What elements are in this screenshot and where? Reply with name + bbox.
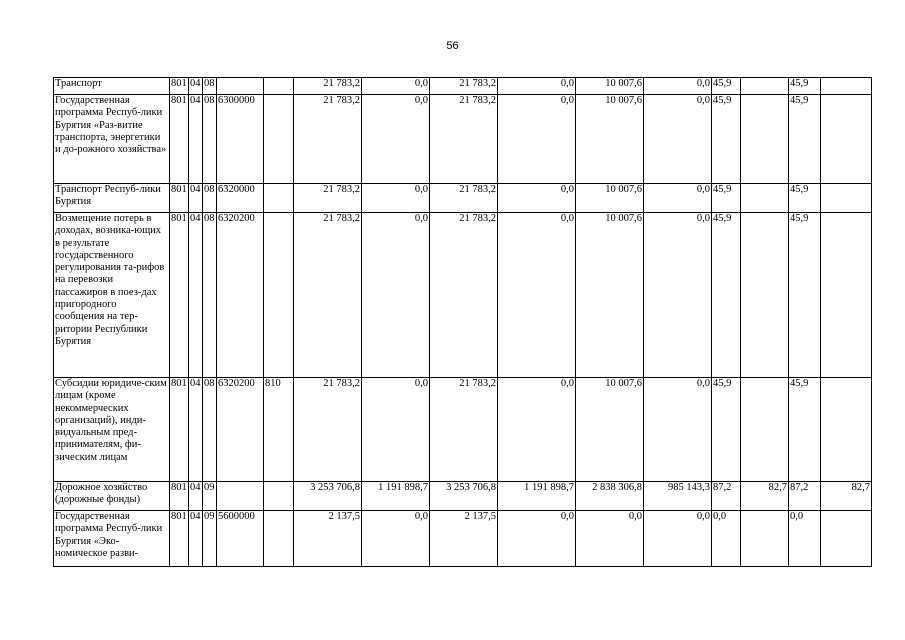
table-row xyxy=(54,482,872,511)
cell-v3: 21 783,2 xyxy=(430,213,498,378)
cell-p3: 45,9 xyxy=(789,95,821,184)
cell-c4: 6320200 xyxy=(217,378,264,482)
cell-v1: 21 783,2 xyxy=(294,213,362,378)
cell-v2: 0,0 xyxy=(362,511,430,567)
cell-c1: 801 xyxy=(170,213,189,378)
cell-p1: 87,2 xyxy=(712,482,741,511)
cell-p2 xyxy=(741,78,789,95)
cell-v4: 1 191 898,7 xyxy=(498,482,576,511)
cell-c5 xyxy=(264,184,294,213)
cell-c3: 08 xyxy=(203,95,217,184)
cell-p1: 45,9 xyxy=(712,78,741,95)
cell-p2 xyxy=(741,213,789,378)
cell-name: Возмещение потерь в доходах, возника-ющих в результате государственного регулирования та-рифов на перевозки пассажиров в поез-дах пригородного сообщения на тер-ритории Республики Бурятия xyxy=(54,213,170,378)
cell-v5: 10 007,6 xyxy=(576,95,644,184)
cell-c3: 09 xyxy=(203,511,217,567)
cell-p3: 45,9 xyxy=(789,213,821,378)
cell-p2: 82,7 xyxy=(741,482,789,511)
cell-v3: 21 783,2 xyxy=(430,78,498,95)
cell-c5 xyxy=(264,511,294,567)
cell-p3: 87,2 xyxy=(789,482,821,511)
cell-c2: 04 xyxy=(189,78,203,95)
cell-p4 xyxy=(821,184,872,213)
cell-v5: 2 838 306,8 xyxy=(576,482,644,511)
cell-p2 xyxy=(741,511,789,567)
cell-c4: 6320000 xyxy=(217,184,264,213)
page-number: 56 xyxy=(446,40,459,52)
cell-c4: 5600000 xyxy=(217,511,264,567)
cell-v3: 21 783,2 xyxy=(430,95,498,184)
cell-v3: 2 137,5 xyxy=(430,511,498,567)
table-row xyxy=(54,378,872,482)
cell-c3: 08 xyxy=(203,184,217,213)
cell-p4: 82,7 xyxy=(821,482,872,511)
cell-c5 xyxy=(264,482,294,511)
cell-p1: 45,9 xyxy=(712,378,741,482)
cell-v3: 3 253 706,8 xyxy=(430,482,498,511)
cell-v6: 0,0 xyxy=(644,511,712,567)
cell-c1: 801 xyxy=(170,482,189,511)
cell-c5: 810 xyxy=(264,378,294,482)
cell-v6: 985 143,3 xyxy=(644,482,712,511)
cell-c1: 801 xyxy=(170,78,189,95)
cell-name: Государственная программа Респуб-лики Бурятия «Раз-витие транспорта, энергетики и до-рожного хозяйства» xyxy=(54,95,170,184)
cell-name: Транспорт xyxy=(54,78,170,95)
cell-v3: 21 783,2 xyxy=(430,378,498,482)
cell-v2: 0,0 xyxy=(362,184,430,213)
cell-p2 xyxy=(741,184,789,213)
cell-v1: 21 783,2 xyxy=(294,184,362,213)
cell-p1: 0,0 xyxy=(712,511,741,567)
cell-p2 xyxy=(741,378,789,482)
cell-v1: 3 253 706,8 xyxy=(294,482,362,511)
cell-v5: 10 007,6 xyxy=(576,378,644,482)
cell-v6: 0,0 xyxy=(644,378,712,482)
cell-name: Дорожное хозяйство (дорожные фонды) xyxy=(54,482,170,511)
cell-c3: 09 xyxy=(203,482,217,511)
cell-name: Транспорт Респуб-лики Бурятия xyxy=(54,184,170,213)
cell-c1: 801 xyxy=(170,378,189,482)
cell-v4: 0,0 xyxy=(498,511,576,567)
cell-c2: 04 xyxy=(189,184,203,213)
cell-v6: 0,0 xyxy=(644,78,712,95)
cell-p1: 45,9 xyxy=(712,95,741,184)
cell-v4: 0,0 xyxy=(498,95,576,184)
cell-v4: 0,0 xyxy=(498,78,576,95)
cell-c2: 04 xyxy=(189,213,203,378)
cell-v6: 0,0 xyxy=(644,184,712,213)
cell-p1: 45,9 xyxy=(712,184,741,213)
table-row xyxy=(54,213,872,378)
cell-v5: 10 007,6 xyxy=(576,213,644,378)
cell-p3: 45,9 xyxy=(789,78,821,95)
cell-c4 xyxy=(217,78,264,95)
cell-name: Государственная программа Респуб-лики Бурятия «Эко-номическое разви- xyxy=(54,511,170,567)
cell-c2: 04 xyxy=(189,511,203,567)
cell-p3: 45,9 xyxy=(789,378,821,482)
cell-c4: 6320200 xyxy=(217,213,264,378)
cell-v4: 0,0 xyxy=(498,378,576,482)
cell-p4 xyxy=(821,378,872,482)
cell-v2: 0,0 xyxy=(362,95,430,184)
cell-v5: 10 007,6 xyxy=(576,78,644,95)
cell-c5 xyxy=(264,95,294,184)
cell-v1: 21 783,2 xyxy=(294,95,362,184)
cell-p4 xyxy=(821,213,872,378)
budget-table xyxy=(53,77,872,567)
cell-v6: 0,0 xyxy=(644,95,712,184)
cell-v5: 10 007,6 xyxy=(576,184,644,213)
cell-c2: 04 xyxy=(189,95,203,184)
cell-p3: 45,9 xyxy=(789,184,821,213)
table-row xyxy=(54,184,872,213)
cell-p4 xyxy=(821,78,872,95)
table-row xyxy=(54,95,872,184)
cell-v4: 0,0 xyxy=(498,184,576,213)
cell-v1: 21 783,2 xyxy=(294,378,362,482)
cell-v1: 21 783,2 xyxy=(294,78,362,95)
cell-v2: 0,0 xyxy=(362,378,430,482)
cell-v6: 0,0 xyxy=(644,213,712,378)
cell-c2: 04 xyxy=(189,378,203,482)
cell-c3: 08 xyxy=(203,213,217,378)
cell-p4 xyxy=(821,511,872,567)
cell-p3: 0,0 xyxy=(789,511,821,567)
table-row xyxy=(54,511,872,567)
cell-v2: 1 191 898,7 xyxy=(362,482,430,511)
cell-c3: 08 xyxy=(203,78,217,95)
table-row xyxy=(54,78,872,95)
cell-v5: 0,0 xyxy=(576,511,644,567)
cell-v1: 2 137,5 xyxy=(294,511,362,567)
cell-name: Субсидии юридиче-ским лицам (кроме некоммерческих организаций), инди-видуальным пред-принимателям, фи-зическим лицам xyxy=(54,378,170,482)
cell-v2: 0,0 xyxy=(362,213,430,378)
cell-c1: 801 xyxy=(170,184,189,213)
cell-v3: 21 783,2 xyxy=(430,184,498,213)
cell-c3: 08 xyxy=(203,378,217,482)
cell-c5 xyxy=(264,213,294,378)
cell-v4: 0,0 xyxy=(498,213,576,378)
cell-c1: 801 xyxy=(170,95,189,184)
cell-c4 xyxy=(217,482,264,511)
cell-c2: 04 xyxy=(189,482,203,511)
cell-c4: 6300000 xyxy=(217,95,264,184)
cell-c1: 801 xyxy=(170,511,189,567)
cell-p4 xyxy=(821,95,872,184)
cell-v2: 0,0 xyxy=(362,78,430,95)
cell-p2 xyxy=(741,95,789,184)
cell-c5 xyxy=(264,78,294,95)
cell-p1: 45,9 xyxy=(712,213,741,378)
